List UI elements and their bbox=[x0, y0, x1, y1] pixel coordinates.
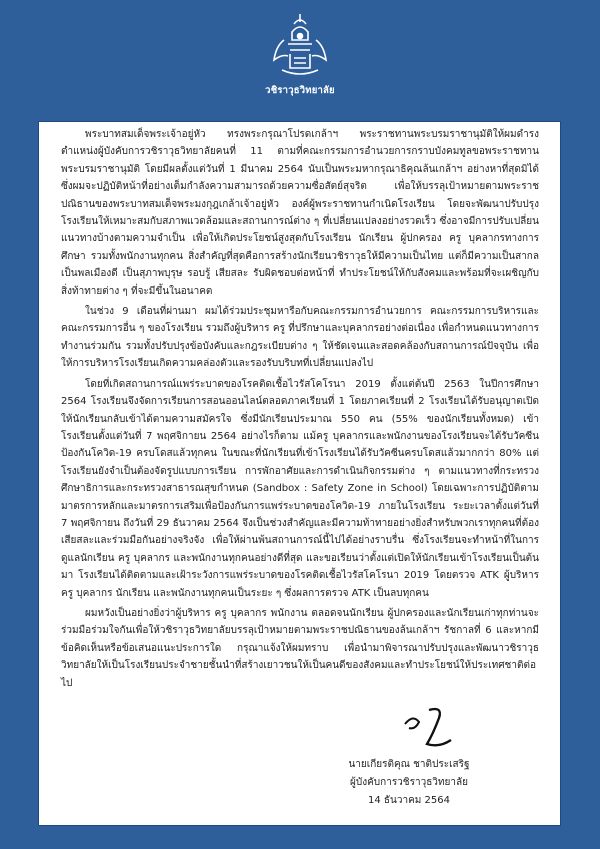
letter-paragraph-1: พระบาทสมเด็จพระเจ้าอยู่หัว ทรงพระกรุณาโปรดเกล้าฯ พระราชทานพระบรมราชานุมัติให้ผมดำรงตำแหน่งผู้บังคับการวชิราวุธวิทยาลัยคนที่ 11 ตามที่คณะกรรมการอำนวยการกราบบังคมทูลขอพระราชทานพระบรมราชานุมัติ โดยมีผลตั้งแต่วันที่ 1 มีนาคม 2564 นับเป็นพระมหากรุณาธิคุณล้นเกล้าฯ อย่างหาที่สุดมิได้ ซึ่งผมจะปฏิบัติหน้าที่อย่างเต็มกำลังความสามารถด้วยความซื่อสัตย์สุจริต เพื่อให้บรรลุเป้าหมายตามพระราชปณิธานของพระบาทสมเด็จพระมงกุฎเกล้าเจ้าอยู่หัว องค์ผู้พระราชทานกำเนิดโรงเรียน โดยจะพัฒนาปรับปรุงโรงเรียนให้เหมาะสมกับสภาพแวดล้อมและสถานการณ์ต่าง ๆ ที่เปลี่ยนแปลงอย่างรวดเร็ว ซึ่งอาจมีการปรับเปลี่ยนแนวทางบ้างตามความจำเป็น เพื่อให้เกิดประโยชน์สูงสุดกับโรงเรียน นักเรียน ผู้ปกครอง ครู บุคลากรทางการศึกษา รวมทั้งพนักงานทุกคน สิ่งสำคัญที่สุดคือการสร้างนักเรียนวชิราวุธให้มีความเป็นไทย แต่ก็มีความเป็นสากล เป็นพลเมืองดี เป็นสุภาพบุรุษ รอบรู้ เสียสละ รับผิดชอบต่อหน้าที่ ทำประโยชน์ให้กับสังคมและพร้อมที่จะเผชิญกับสิ่งท้าทายต่าง ๆ ที่จะมีขึ้นในอนาคต bbox=[61, 129, 539, 297]
letter-paragraph-3: โดยที่เกิดสถานการณ์แพร่ระบาดของโรคติดเชื้อไวรัสโคโรนา 2019 ตั้งแต่ต้นปี 2563 ในปีการศึกษา 2564 โรงเรียนจึงจัดการเรียนการสอนออนไลน์ตลอดภาคเรียนที่ 1 โดยภาคเรียนที่ 2 โรงเรียนได้รับอนุญาตเปิดให้นักเรียนกลับเข้าได้ตามความสมัครใจ ซึ่งมีนักเรียนประมาณ 550 คน (55% ของนักเรียนทั้งหมด) เข้าโรงเรียนตั้งแต่วันที่ 7 พฤศจิกายน 2564 อย่างไรก็ตาม แม้ครู บุคลากรและพนักงานของโรงเรียนจะได้รับวัคซีนป้องกันโควิด-19 ครบโดสแล้วทุกคน ในขณะที่นักเรียนที่เข้าโรงเรียนได้รับวัคซีนครบโดสแล้วมากกว่า 80% แต่โรงเรียนยังจำเป็นต้องจัดรูปแบบการเรียน การพักอาศัยและการดำเนินกิจกรรมต่าง ๆ ตามแนวทางที่กระทรวงศึกษาธิการและกระทรวงสาธารณสุขกำหนด (Sandbox : Safety Zone in School) โดยเฉพาะการปฏิบัติตามมาตรการหลักและมาตรการเสริมเพื่อป้องกันการแพร่ระบาดของโควิด-19 ภายในโรงเรียน ระยะเวลาตั้งแต่วันที่ 7 พฤศจิกายน ถึงวันที่ 29 ธันวาคม 2564 จึงเป็นช่วงสำคัญและมีความท้าทายอย่างยิ่งสำหรับพวกเราทุกคนที่ต้องเสียสละและร่วมมือกันอย่างจริงจัง เพื่อให้ผ่านพ้นสถานการณ์นี้ไปได้อย่างราบรื่น ซึ่งโรงเรียนจะทำหน้าที่ในการดูแลนักเรียน ครู บุคลากร และพนักงานทุกคนอย่างดีที่สุด และขอเรียนว่าตั้งแต่เปิดให้นักเรียนเข้าโรงเรียนเป็นต้นมา โรงเรียนได้ติดตามและเฝ้าระวังการแพร่ระบาดของโรคติดเชื้อไวรัสโคโรนา 2019 โดยตรวจ ATK ผู้บริหาร ครู บุคลากร นักเรียน และพนักงานทุกคนเป็นระยะ ๆ ซึ่งผลการตรวจ ATK เป็นลบทุกคน bbox=[61, 378, 539, 599]
signer-name: นายเกียรติคุณ ชาติประเสริฐ bbox=[348, 759, 470, 770]
letter-sheet bbox=[38, 121, 561, 826]
signer-title: ผู้บังคับการวชิราวุธวิทยาลัย bbox=[350, 777, 468, 788]
school-name: วชิราวุธวิทยาลัย bbox=[265, 85, 335, 96]
letter-body bbox=[61, 126, 539, 695]
header bbox=[0, 0, 600, 100]
handwritten-signature bbox=[399, 704, 479, 754]
letter-paragraph-2: ในช่วง 9 เดือนที่ผ่านมา ผมได้ร่วมประชุมหารือกับคณะกรรมการอำนวยการ คณะกรรมการบริหารและคณะกรรมการอื่น ๆ ของโรงเรียน รวมถึงผู้บริหาร ครู ที่ปรึกษาและบุคลากรอย่างต่อเนื่อง เพื่อกำหนดแนวทางการทำงานร่วมกัน รวมทั้งปรับปรุงข้อบังคับและกฎระเบียบต่าง ๆ ให้ชัดเจนและสอดคล้องกับสถานการณ์ปัจจุบัน เพื่อให้การบริหารโรงเรียนเกิดความคล่องตัวและรองรับบริบทที่เปลี่ยนแปลงไป bbox=[61, 306, 539, 370]
royal-crest-icon bbox=[264, 10, 336, 82]
letter-paragraph-4: ผมหวังเป็นอย่างยิ่งว่าผู้บริหาร ครู บุคลากร พนักงาน ตลอดจนนักเรียน ผู้ปกครองและนักเรียนเก่าทุกท่านจะร่วมมือร่วมใจกันเพื่อให้วชิราวุธวิทยาลัยบรรลุเป้าหมายตามพระราชปณิธานของล้นเกล้าฯ รัชกาลที่ 6 และหากมีข้อคิดเห็นหรือข้อเสนอแนะประการใด กรุณาแจ้งให้ผมทราบ เพื่อนำมาพิจารณาปรับปรุงและพัฒนาวชิราวุธวิทยาลัยให้เป็นโรงเรียนประจำชายชั้นนำที่สร้างเยาวชนให้เป็นคนดีของสังคมและทำประโยชน์ให้ประเทศชาติต่อไป bbox=[61, 607, 539, 689]
signature-block bbox=[309, 756, 509, 810]
letter-date: 14 ธันวาคม 2564 bbox=[368, 795, 450, 806]
